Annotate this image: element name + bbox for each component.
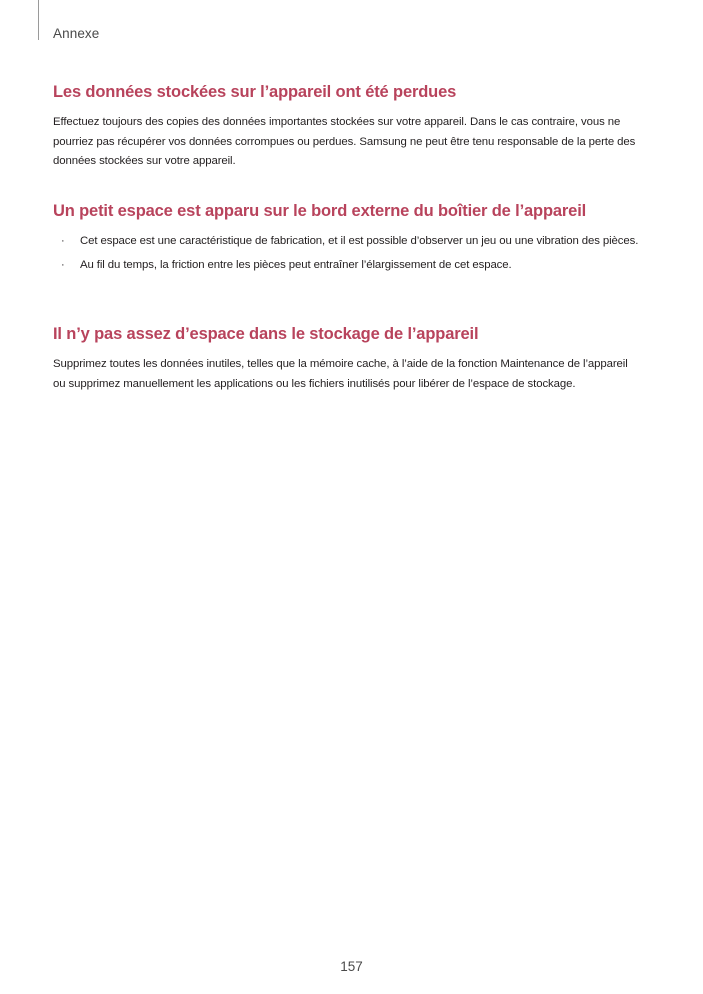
page-number: 157 bbox=[340, 959, 363, 974]
bullet-dot-icon: · bbox=[61, 235, 65, 247]
header-divider bbox=[38, 0, 39, 40]
heading-data-lost: Les données stockées sur l’appareil ont été perdues bbox=[53, 83, 457, 101]
heading-gap-housing: Un petit espace est apparu sur le bord externe du boîtier de l’appareil bbox=[53, 202, 587, 220]
bullet-dot-icon: · bbox=[61, 258, 65, 271]
bullet-text: Au fil du temps, la friction entre les pièces peut entraîner l’élargissement de cet espace. bbox=[80, 258, 512, 271]
paragraph-storage-space: Supprimez toutes les données inutiles, telles que la mémoire cache, à l’aide de la fonction Maintenance de l’appareil ou supprimez manuellement les applications ou les fichiers inutilisés pour libérer de l’espace de stockage. bbox=[53, 358, 628, 390]
list-item bbox=[53, 232, 653, 252]
section-label: Annexe bbox=[53, 26, 100, 41]
list-item bbox=[53, 256, 653, 276]
bullet-text: Cet espace est une caractéristique de fabrication, et il est possible d’observer un jeu ou une vibration des pièces. bbox=[80, 235, 639, 247]
heading-storage-space: Il n’y pas assez d’espace dans le stockage de l’appareil bbox=[53, 325, 479, 343]
bullet-list-gap bbox=[53, 232, 653, 279]
paragraph-data-lost: Effectuez toujours des copies des données importantes stockées sur votre appareil. Dans le cas contraire, vous ne pourriez pas récupérer vos données corrompues ou perdues. Samsung ne peut être tenu responsable de la perte des données stockées sur votre appareil. bbox=[53, 116, 636, 168]
